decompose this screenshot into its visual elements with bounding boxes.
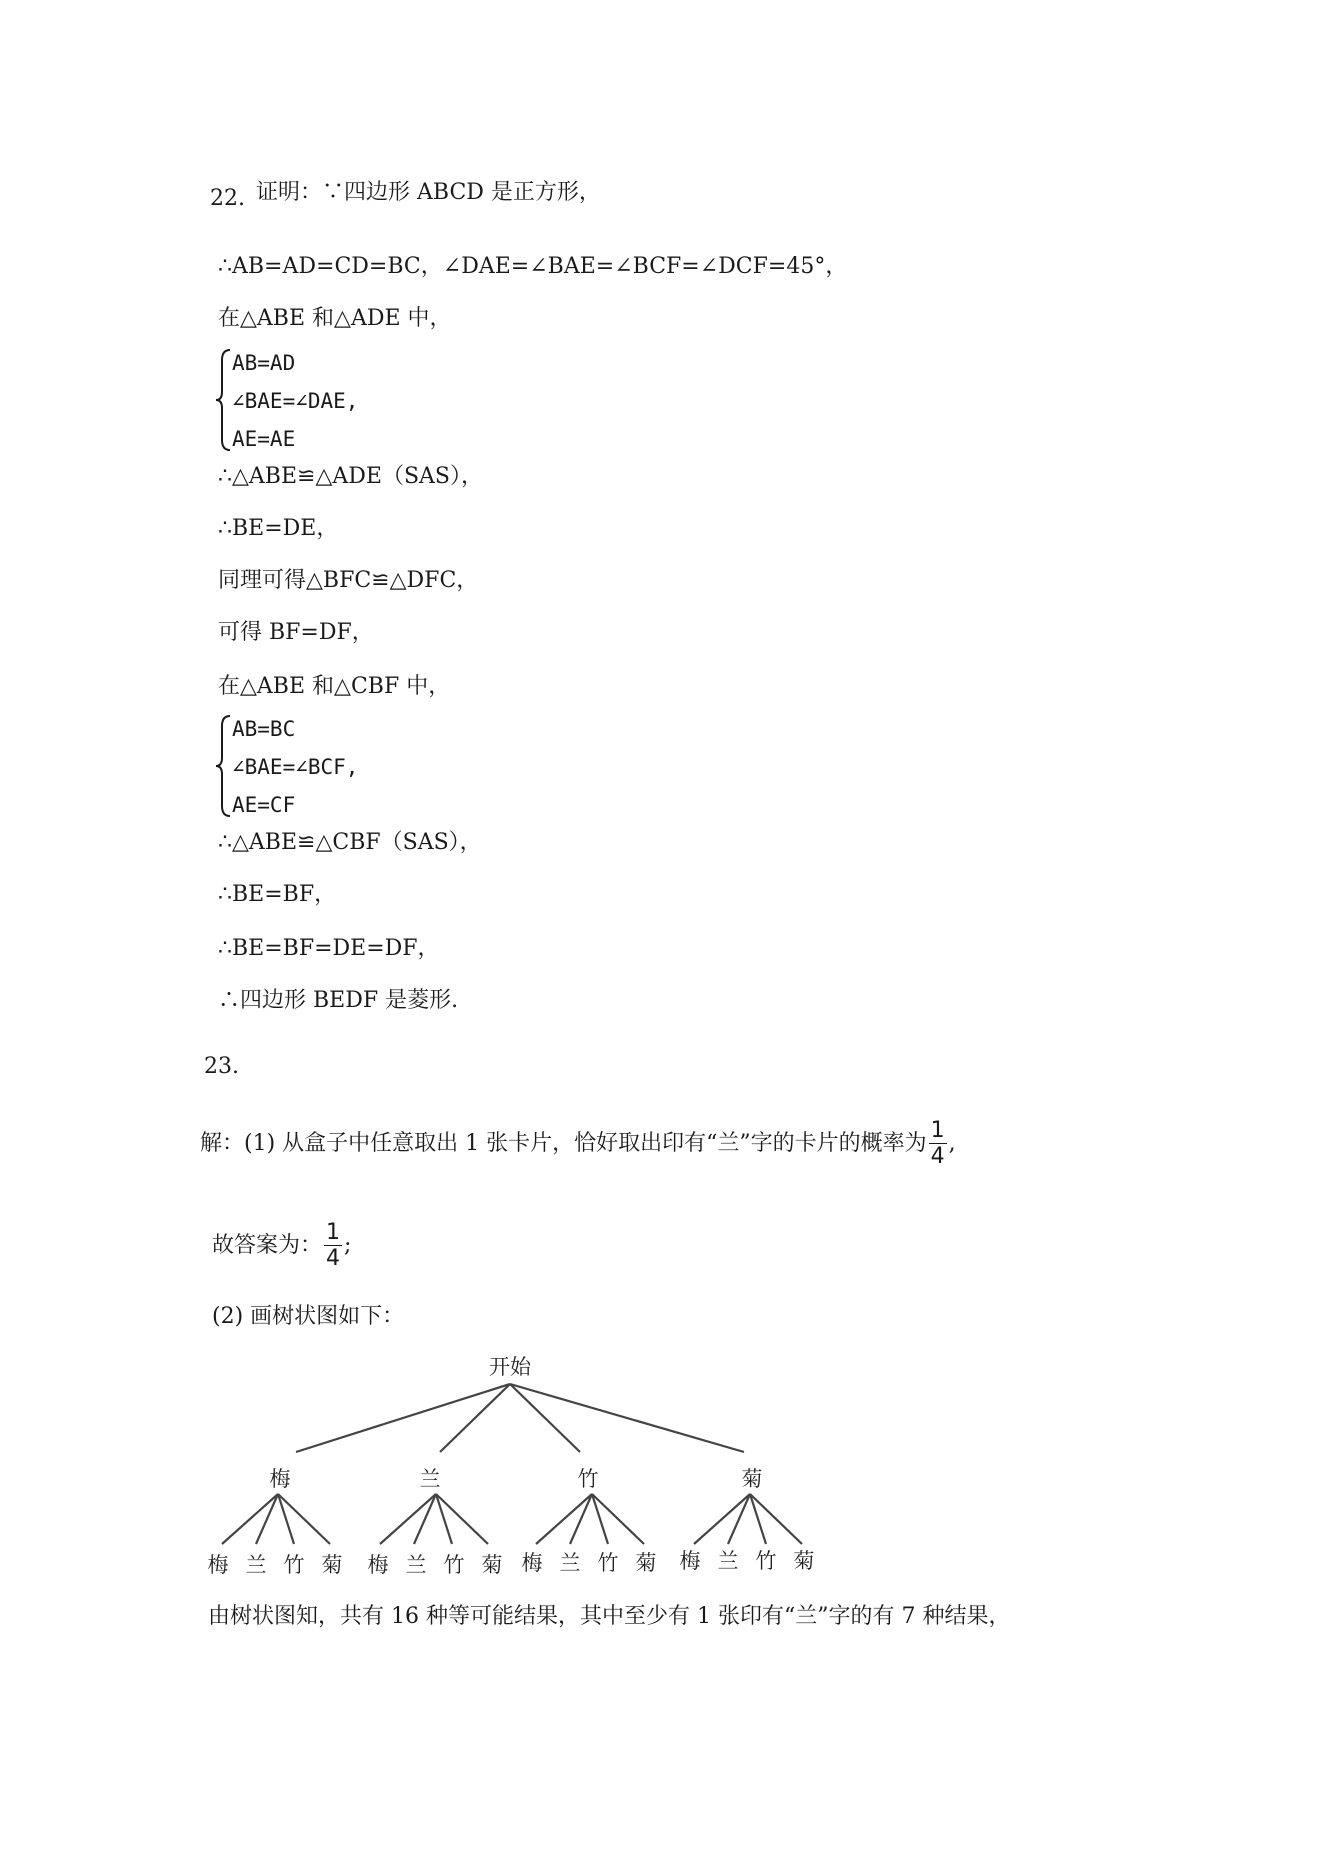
- leaf-2-1: 梅: [367, 1553, 389, 1577]
- proof-line-3: 在△ABE 和△ADE 中，: [218, 306, 452, 331]
- leaf-2-3: 竹: [443, 1553, 465, 1577]
- tree-l1-bamboo: 竹: [577, 1467, 599, 1491]
- edge-b2-1: [380, 1494, 436, 1544]
- tree-l1-orchid: 兰: [419, 1467, 441, 1491]
- proof-line-2: ∴AB=AD=CD=BC，∠DAE=∠BAE=∠BCF=∠DCF=45°，: [218, 254, 848, 279]
- edge-b1-1: [222, 1494, 278, 1544]
- leaf-1-3: 竹: [283, 1553, 305, 1577]
- system-1-eq-3: AE=AE: [232, 427, 296, 451]
- system-2-eq-1: AB=BC: [232, 717, 296, 741]
- leaf-2-2: 兰: [405, 1553, 427, 1577]
- solution-line-1-end: ,: [948, 1131, 956, 1156]
- proof-line-1: 证明：∵四边形 ABCD 是正方形，: [256, 180, 601, 205]
- tree-edges: [222, 1384, 802, 1544]
- problem-23-number: 23.: [204, 1054, 239, 1079]
- problem-22-number: 22.: [210, 186, 245, 211]
- leaf-3-3: 竹: [597, 1551, 619, 1575]
- leaf-1-2: 兰: [245, 1553, 267, 1577]
- fraction-numerator: 1: [930, 1118, 945, 1143]
- proof-line-10: ∴BE=BF，: [218, 882, 337, 907]
- leaf-3-2: 兰: [559, 1551, 581, 1575]
- tree-root-label: 开始: [489, 1355, 531, 1379]
- proof-line-12: ∴四边形 BEDF 是菱形.: [218, 988, 459, 1013]
- tree-l1-chrysanthemum: 菊: [741, 1467, 763, 1491]
- edge-b3-2: [570, 1494, 592, 1544]
- edge-b4-2: [728, 1494, 750, 1544]
- solution-line-4: 由树状图知，共有 16 种等可能结果，其中至少有 1 张印有“兰”字的有 7 种结果，: [208, 1604, 1011, 1629]
- proof-line-6: 同理可得△BFC≌△DFC，: [218, 568, 479, 593]
- leaf-4-4: 菊: [793, 1549, 815, 1573]
- proof-line-11: ∴BE=BF=DE=DF，: [218, 936, 440, 961]
- proof-line-7: 可得 BF=DF，: [218, 620, 374, 645]
- tree-l1-plum: 梅: [269, 1467, 291, 1491]
- leaf-3-1: 梅: [521, 1551, 543, 1575]
- leaf-3-4: 菊: [635, 1551, 657, 1575]
- edge-b3-1: [536, 1494, 592, 1544]
- proof-line-5: ∴BE=DE，: [218, 516, 339, 541]
- system-1-eq-1: AB=AD: [232, 351, 296, 375]
- system-2-eq-3: AE=CF: [232, 793, 296, 817]
- leaf-1-1: 梅: [207, 1553, 229, 1577]
- leaf-4-2: 兰: [717, 1549, 739, 1573]
- solution-line-2-text: 故答案为：: [212, 1233, 323, 1258]
- edge-b1-2: [256, 1494, 278, 1544]
- system-2-eq-2: ∠BAE=∠BCF,: [232, 755, 359, 779]
- solution-line-1-text: 解：(1) 从盒子中任意取出 1 张卡片，恰好取出印有“兰”字的卡片的概率为: [200, 1131, 927, 1156]
- leaf-4-1: 梅: [679, 1549, 701, 1573]
- proof-line-8: 在△ABE 和△CBF 中，: [218, 674, 451, 699]
- fraction-numerator: 1: [326, 1220, 341, 1245]
- edge-b2-2: [414, 1494, 436, 1544]
- proof-line-9: ∴△ABE≌△CBF（SAS），: [218, 830, 482, 855]
- fraction-denominator: 4: [930, 1144, 945, 1169]
- edge-b4-1: [694, 1494, 750, 1544]
- leaf-4-3: 竹: [755, 1549, 777, 1573]
- edge-root-1: [296, 1384, 510, 1452]
- solution-line-3: (2) 画树状图如下：: [212, 1304, 405, 1329]
- leaf-1-4: 菊: [321, 1553, 343, 1577]
- fraction-denominator: 4: [326, 1246, 341, 1271]
- solution-line-2-end: ;: [344, 1233, 352, 1258]
- proof-line-4: ∴△ABE≌△ADE（SAS），: [218, 464, 483, 489]
- leaf-2-4: 菊: [481, 1553, 503, 1577]
- system-1-eq-2: ∠BAE=∠DAE,: [232, 389, 359, 413]
